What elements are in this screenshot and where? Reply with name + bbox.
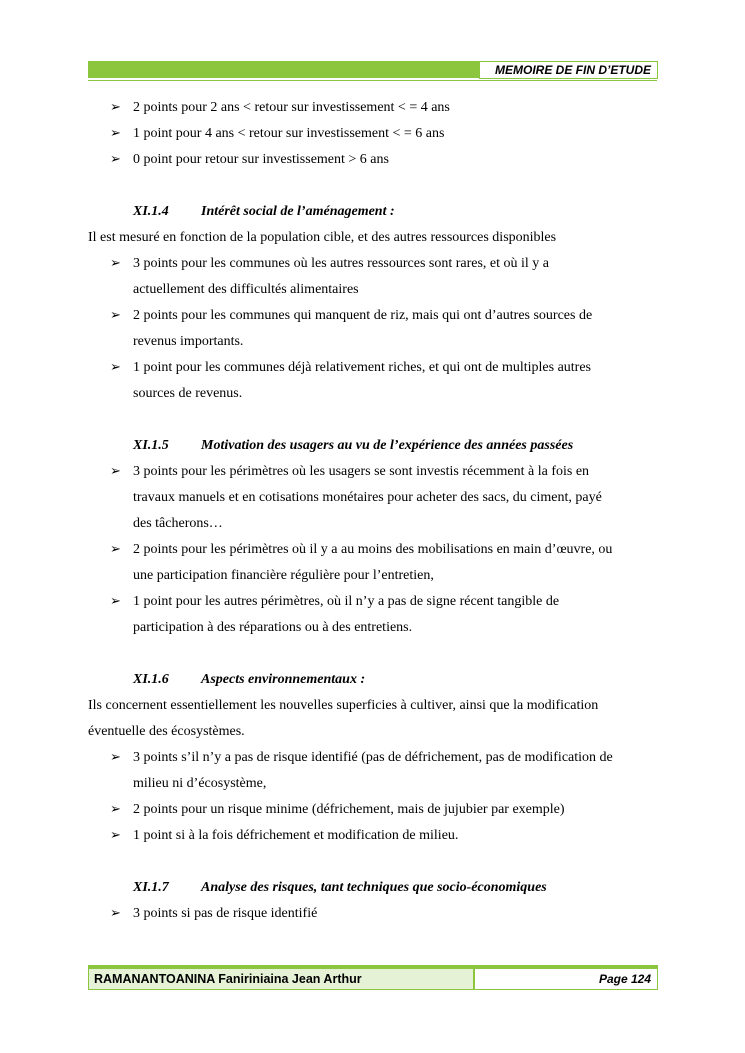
section-heading: XI.1.5 Motivation des usagers au vu de l’expérience des années passées — [133, 438, 574, 453]
page-number: Page 124 — [598, 972, 651, 986]
arrow-bullet-icon: ➢ — [110, 256, 121, 271]
header-bar — [88, 61, 479, 78]
arrow-bullet-icon: ➢ — [110, 802, 121, 817]
paragraph: Ils concernent essentiellement les nouvelles superficies à cultiver, ainsi que la modification — [88, 698, 599, 713]
footer-page-box — [474, 968, 658, 990]
list-item: ➢ 1 point si à la fois défrichement et modification de milieu. — [110, 823, 640, 849]
list-item: ➢ 2 points pour les communes qui manquent de riz, mais qui ont d’autres sources de revenus importants. — [110, 303, 640, 355]
section-heading: XI.1.6 Aspects environnementaux : — [133, 672, 366, 687]
arrow-bullet-icon: ➢ — [110, 750, 121, 765]
section-heading: XI.1.7 Analyse des risques, tant techniques que socio-économiques — [133, 880, 547, 895]
header-title: MEMOIRE DE FIN D’ETUDE — [494, 63, 651, 77]
arrow-bullet-icon: ➢ — [110, 308, 121, 323]
list-item: ➢ 2 points pour 2 ans < retour sur investissement < = 4 ans — [110, 95, 640, 121]
header-rule — [88, 80, 657, 81]
arrow-bullet-icon: ➢ — [110, 828, 121, 843]
arrow-bullet-icon: ➢ — [110, 464, 121, 479]
arrow-bullet-icon: ➢ — [110, 360, 121, 375]
list-item: ➢ 2 points pour un risque minime (défrichement, mais de jujubier par exemple) — [110, 797, 640, 823]
list-item: ➢ 2 points pour les périmètres où il y a au moins des mobilisations en main d’œuvre, ou une participation financière régulière pour l’entretien, — [110, 537, 640, 589]
section-heading: XI.1.4 Intérêt social de l’aménagement : — [133, 204, 395, 219]
paragraph: Il est mesuré en fonction de la population cible, et des autres ressources disponibles — [88, 230, 557, 245]
list-item: ➢ 0 point pour retour sur investissement > 6 ans — [110, 147, 640, 173]
list-item: ➢ 3 points s’il n’y a pas de risque identifié (pas de défrichement, pas de modification de milieu ni d’écosystème, — [110, 745, 640, 797]
arrow-bullet-icon: ➢ — [110, 152, 121, 167]
list-item: ➢ 1 point pour les autres périmètres, où il n’y a pas de signe récent tangible de participation à des réparations ou à des entretiens. — [110, 589, 640, 641]
footer-author: RAMANANTOANINA Faniriniaina Jean Arthur — [94, 972, 362, 986]
arrow-bullet-icon: ➢ — [110, 542, 121, 557]
list-item: ➢ 3 points pour les périmètres où les usagers se sont investis récemment à la fois en travaux manuels et en cotisations monétaires pour acheter des sacs, du ciment, payé des tâcherons… — [110, 459, 640, 537]
arrow-bullet-icon: ➢ — [110, 594, 121, 609]
list-item: ➢ 3 points si pas de risque identifié — [110, 901, 640, 927]
arrow-bullet-icon: ➢ — [110, 100, 121, 115]
arrow-bullet-icon: ➢ — [110, 126, 121, 141]
list-item: ➢ 1 point pour les communes déjà relativement riches, et qui ont de multiples autres sources de revenus. — [110, 355, 640, 407]
list-item: ➢ 3 points pour les communes où les autres ressources sont rares, et où il y a actuellement des difficultés alimentaires — [110, 251, 640, 303]
list-item: ➢ 1 point pour 4 ans < retour sur investissement < = 6 ans — [110, 121, 640, 147]
footer-author-box — [88, 968, 474, 990]
paragraph: éventuelle des écosystèmes. — [88, 724, 245, 739]
arrow-bullet-icon: ➢ — [110, 906, 121, 921]
header-title-box — [479, 61, 658, 79]
